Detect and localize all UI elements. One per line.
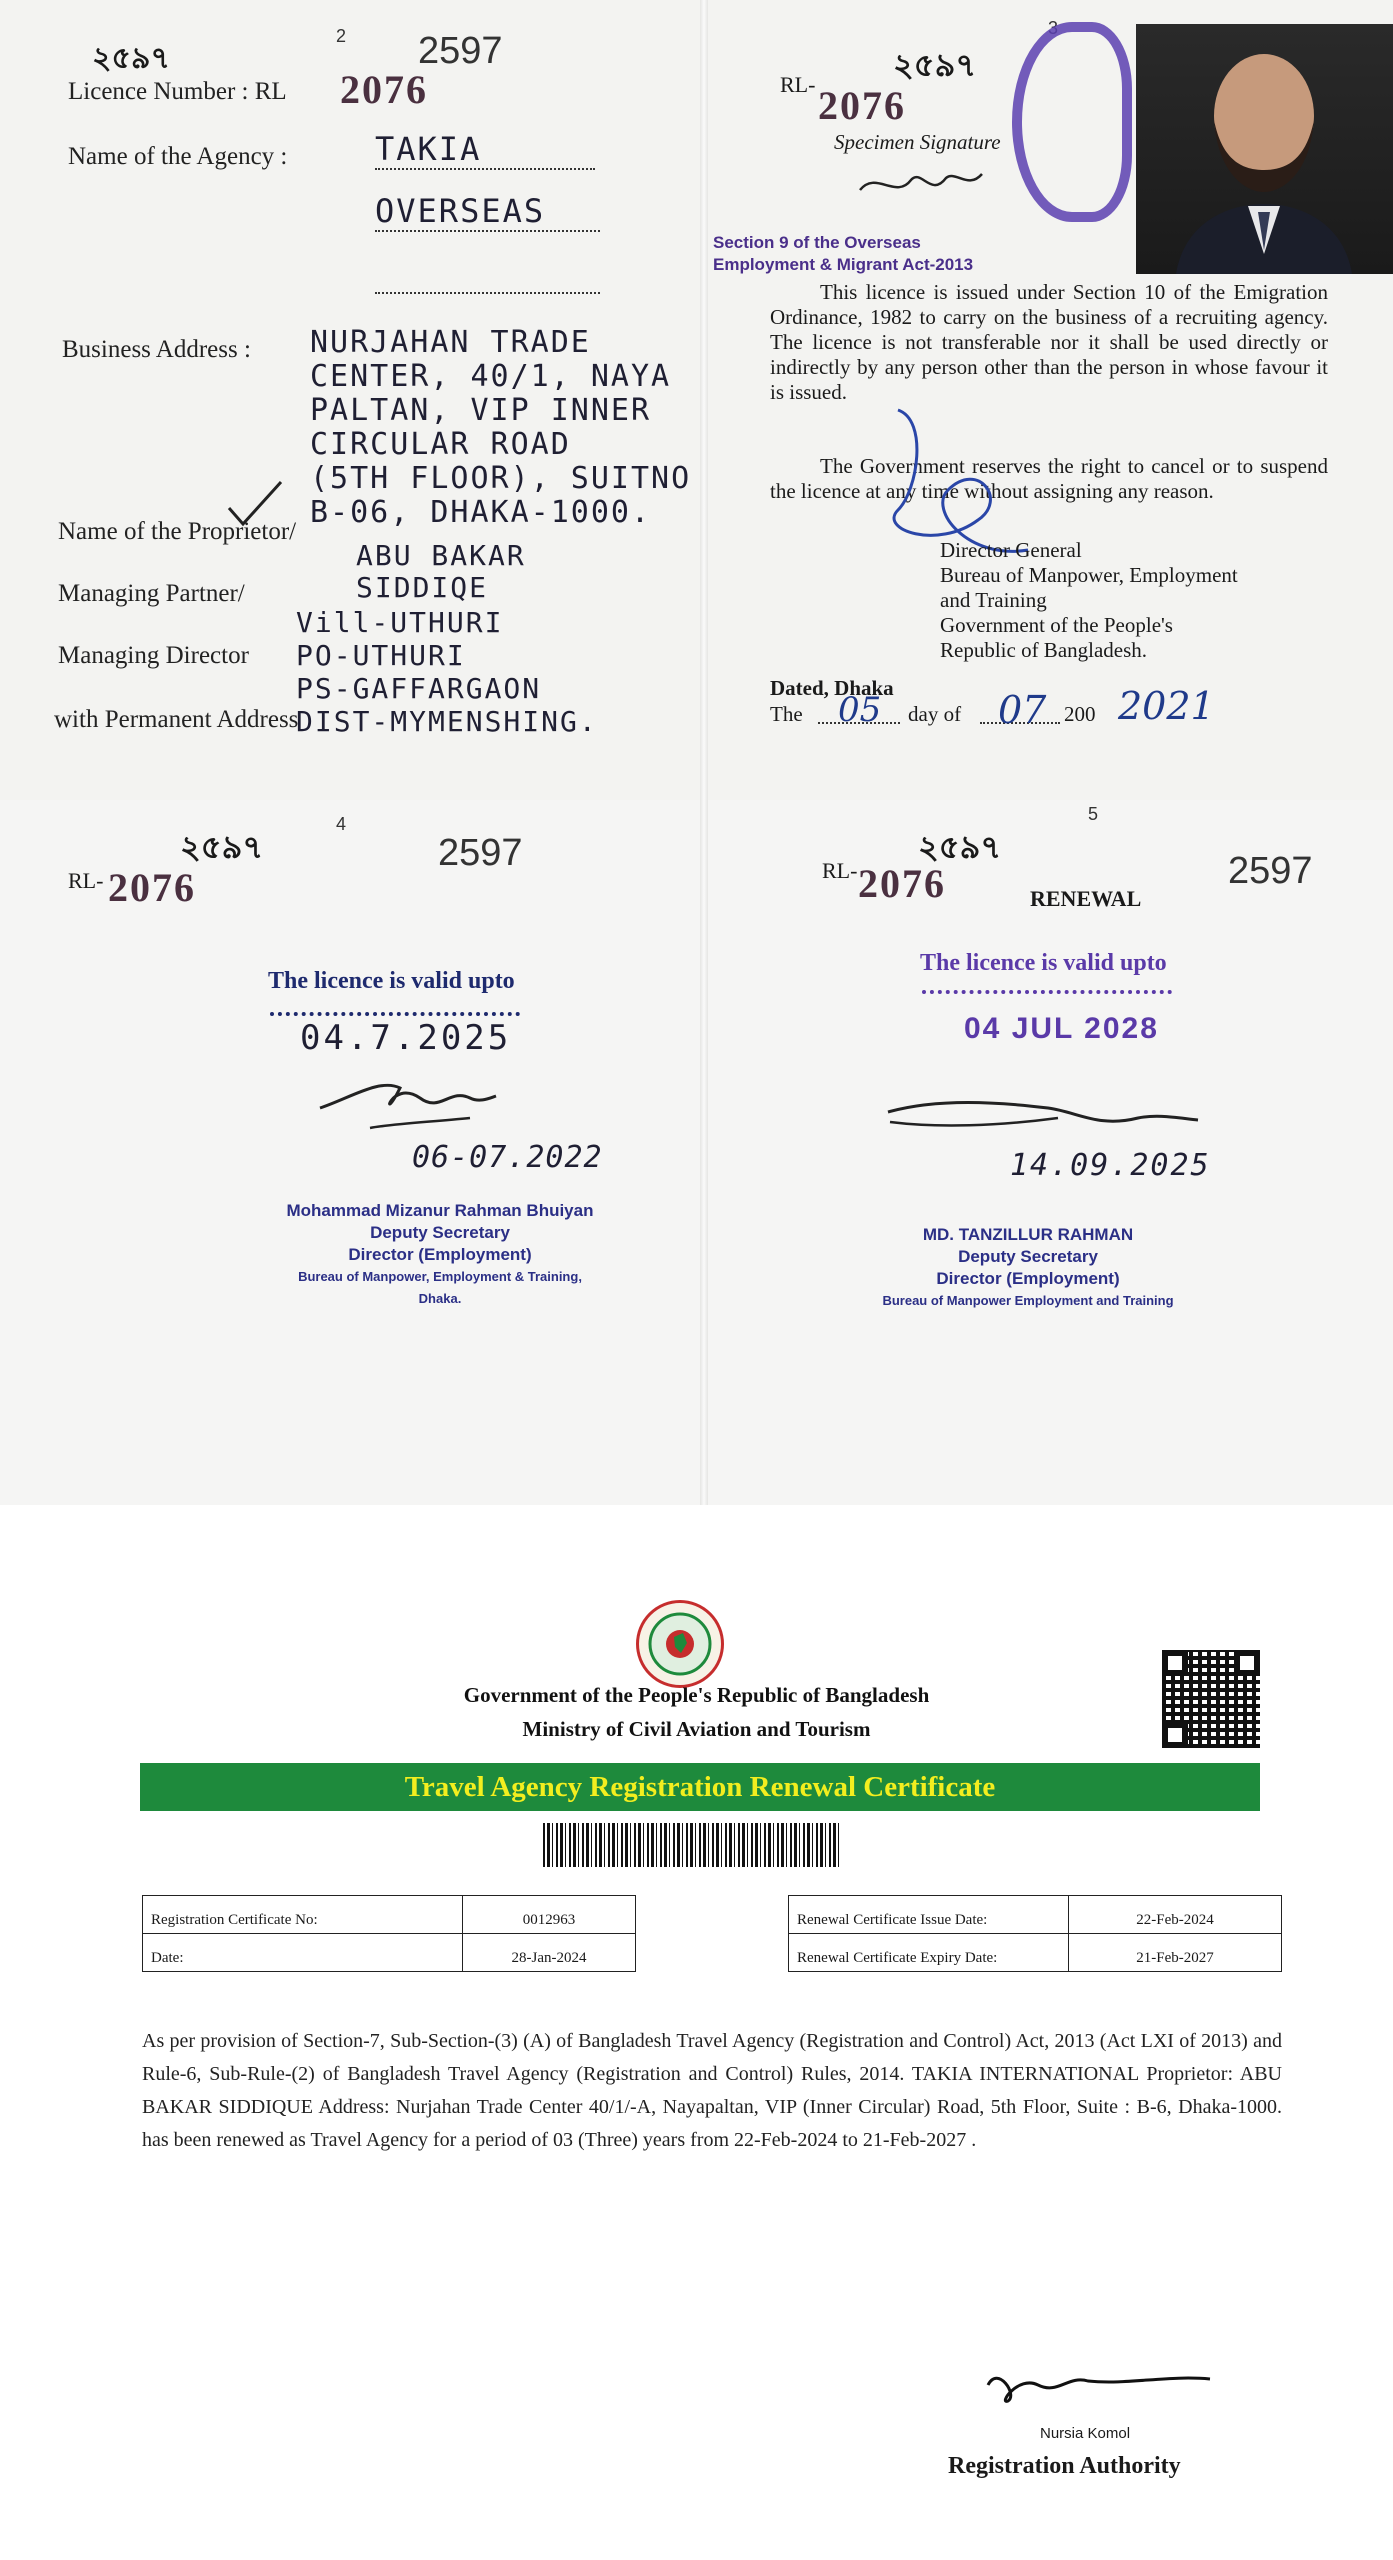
renewal-expiry-date-label: Renewal Certificate Expiry Date: (789, 1934, 1069, 1972)
signed-date: 06-07.2022 (412, 1140, 603, 1175)
portrait-icon (1136, 24, 1393, 274)
government-emblem (636, 1600, 724, 1688)
permanent-address-line: PS-GAFFARGAON (296, 672, 542, 705)
date-year-label: 200 (1064, 702, 1096, 726)
certificate-body-text: As per provision of Section-7, Sub-Section-(3) (A) of Bangladesh Travel Agency (Registration and Control) Act, 2013 (Act LXI of 2013) and Rule-6, Sub-Rule-(2) of Bangladesh Travel Agency (Registration and Control) Rules, 2014. TAKIA INTERNATIONAL Proprietor: ABU BAKAR SIDDIQUE Address: Nurjahan Trade Center 40/1/-A, Nayapaltan, VIP (Inner Circular) Road, 5th Floor, Suite : B-6, Dhaka-1000. has been renewed as Travel Agency for a period of 03 (Three) years from 22-Feb-2024 to 21-Feb-2027 . (142, 2030, 1282, 2151)
authority-line: Government of the People's (940, 613, 1173, 637)
managing-director-label: Managing Director (58, 642, 249, 669)
rl-prefix: RL- (780, 72, 816, 97)
renewal-issue-date-value: 22-Feb-2024 (1069, 1896, 1282, 1934)
valid-upto-dots (270, 1012, 520, 1016)
table-row (789, 1896, 1282, 1934)
permanent-address-line: PO-UTHURI (296, 639, 466, 672)
officer-org: Bureau of Manpower Employment and Training (882, 1293, 1174, 1308)
ministry-heading: Ministry of Civil Aviation and Tourism (522, 1717, 871, 1741)
officer-title: Director (Employment) (348, 1245, 532, 1264)
proprietor-label: Name of the Proprietor/ (58, 518, 297, 545)
authority-line: Director General (940, 538, 1082, 562)
licence-page-5 (708, 800, 1393, 1505)
registration-no-value: 0012963 (463, 1896, 636, 1934)
licence-number: 2076 (858, 861, 946, 906)
officer-stamp (878, 1224, 1178, 1312)
serial-bengali: ২৫৯৭ (180, 828, 264, 866)
serial-number: 2597 (1228, 850, 1313, 892)
dated-label: Dated, Dhaka (770, 676, 894, 700)
licence-page-4 (0, 800, 700, 1505)
permanent-address-line: DIST-MYMENSHING. (296, 705, 598, 738)
blank-line (375, 292, 600, 294)
registration-info-table (142, 1895, 636, 1972)
authority-line: Republic of Bangladesh. (940, 638, 1148, 662)
table-row (143, 1896, 636, 1934)
officer-stamp (280, 1200, 600, 1310)
authority-line: and Training (940, 588, 1047, 612)
registration-date-value: 28-Jan-2024 (463, 1934, 636, 1972)
proprietor-line: ABU BAKAR (356, 539, 526, 572)
licence-number: 2076 (818, 83, 906, 128)
table-row (143, 1934, 636, 1972)
officer-title: Deputy Secretary (370, 1223, 510, 1242)
renewal-label: RENEWAL (1030, 886, 1142, 911)
authority-line: Bureau of Manpower, Employment (940, 563, 1238, 587)
licence-cancel-paragraph: The Government reserves the right to cancel or to suspend the licence at any time without assigning any reason. (770, 454, 1328, 503)
date-the-label: The (770, 702, 803, 726)
permanent-address-label: with Permanent Address (54, 706, 299, 733)
specimen-signature-label: Specimen Signature (834, 130, 1001, 154)
address-line: CIRCULAR ROAD (310, 427, 571, 462)
act-stamp-line: Employment & Migrant Act-2013 (713, 255, 974, 274)
valid-upto-label: The licence is valid upto (268, 968, 515, 994)
licence-number-label: Licence Number : RL (68, 78, 287, 105)
agency-holder-photo (1136, 24, 1393, 274)
date-month-value: 07 (998, 688, 1047, 732)
renewal-certificate (0, 1505, 1393, 2560)
serial-number: 2597 (418, 30, 503, 72)
serial-bengali: ২৫৯৭ (918, 828, 1002, 866)
act-stamp-line: Section 9 of the Overseas (713, 233, 921, 252)
agency-name-line2: OVERSEAS (375, 192, 600, 232)
address-line: NURJAHAN TRADE (310, 325, 591, 360)
rl-prefix: RL- (822, 858, 858, 883)
serial-number: 2597 (438, 832, 523, 874)
agency-name-line1: TAKIA (375, 130, 595, 170)
officer-org: Bureau of Manpower, Employment & Training, Dhaka. (298, 1269, 582, 1306)
rl-prefix: RL- (68, 868, 104, 893)
serial-bengali: ২৫৯৭ (92, 41, 170, 76)
licence-number: 2076 (340, 67, 428, 112)
signatory-name: Nursia Komol (1040, 2425, 1131, 2442)
government-heading: Government of the People's Republic of Bangladesh (463, 1683, 930, 1707)
valid-upto-label: The licence is valid upto (920, 950, 1167, 976)
agency-label: Name of the Agency : (68, 143, 288, 170)
renewal-info-table (788, 1895, 1282, 1972)
signed-date: 14.09.2025 (1010, 1148, 1211, 1183)
barcode-icon (543, 1823, 839, 1867)
table-row (789, 1934, 1282, 1972)
seal-stamp (1012, 22, 1132, 222)
renewal-issue-date-label: Renewal Certificate Issue Date: (789, 1896, 1069, 1934)
act-stamp (713, 232, 973, 276)
address-line: (5TH FLOOR), SUITNO (310, 461, 692, 496)
licence-page-3 (708, 0, 1393, 800)
specimen-signature (856, 160, 986, 210)
page-number: 3 (1048, 18, 1059, 38)
issuing-authority (940, 538, 1238, 663)
officer-title: Deputy Secretary (958, 1247, 1098, 1266)
page-number: 2 (336, 26, 347, 46)
valid-upto-date: 04.7.2025 (300, 1018, 512, 1058)
valid-upto-dots (922, 990, 1172, 994)
officer-title: Director (Employment) (936, 1269, 1120, 1288)
proprietor-name (356, 540, 526, 604)
officer-name: MD. TANZILLUR RAHMAN (922, 1225, 1134, 1244)
signatory-title: Registration Authority (948, 2453, 1181, 2479)
registration-no-label: Registration Certificate No: (143, 1896, 463, 1934)
address-line: B-06, DHAKA-1000. (310, 495, 652, 530)
date-day-value: 05 (838, 690, 882, 730)
business-address-label: Business Address : (62, 336, 251, 363)
certificate-title: Travel Agency Registration Renewal Certificate (140, 1763, 1260, 1811)
licence-number: 2076 (108, 865, 196, 910)
emblem-icon (639, 1603, 721, 1685)
date-day-label: day of (908, 702, 962, 726)
page-number: 4 (336, 814, 347, 834)
proprietor-line: SIDDIQE (356, 571, 489, 604)
date-year-value: 2021 (1118, 684, 1215, 728)
address-line: PALTAN, VIP INNER (310, 393, 652, 428)
business-address (310, 326, 691, 530)
address-line: CENTER, 40/1, NAYA (310, 359, 672, 394)
serial-bengali: ২৫৯৭ (893, 46, 977, 84)
officer-signature (878, 1088, 1208, 1148)
registrar-signature (978, 2355, 1218, 2415)
page-number: 5 (1088, 804, 1099, 824)
page-fold (700, 0, 708, 1505)
officer-name: Mohammad Mizanur Rahman Bhuiyan (286, 1201, 594, 1220)
managing-partner-label: Managing Partner/ (58, 580, 245, 607)
registration-date-label: Date: (143, 1934, 463, 1972)
licence-page-2 (0, 0, 700, 800)
officer-signature (310, 1068, 500, 1138)
licence-terms-paragraph: This licence is issued under Section 10 of the Emigration Ordinance, 1982 to carry on the business of a recruiting agency. The licence is not transferable nor it shall be used directly or indirectly by any person other than the person in whose favour it is issued. (770, 280, 1328, 404)
renewal-expiry-date-value: 21-Feb-2027 (1069, 1934, 1282, 1972)
permanent-address-line: Vill-UTHURI (296, 606, 504, 639)
valid-upto-date: 04 JUL 2028 (964, 1012, 1159, 1045)
permanent-address (296, 606, 598, 738)
